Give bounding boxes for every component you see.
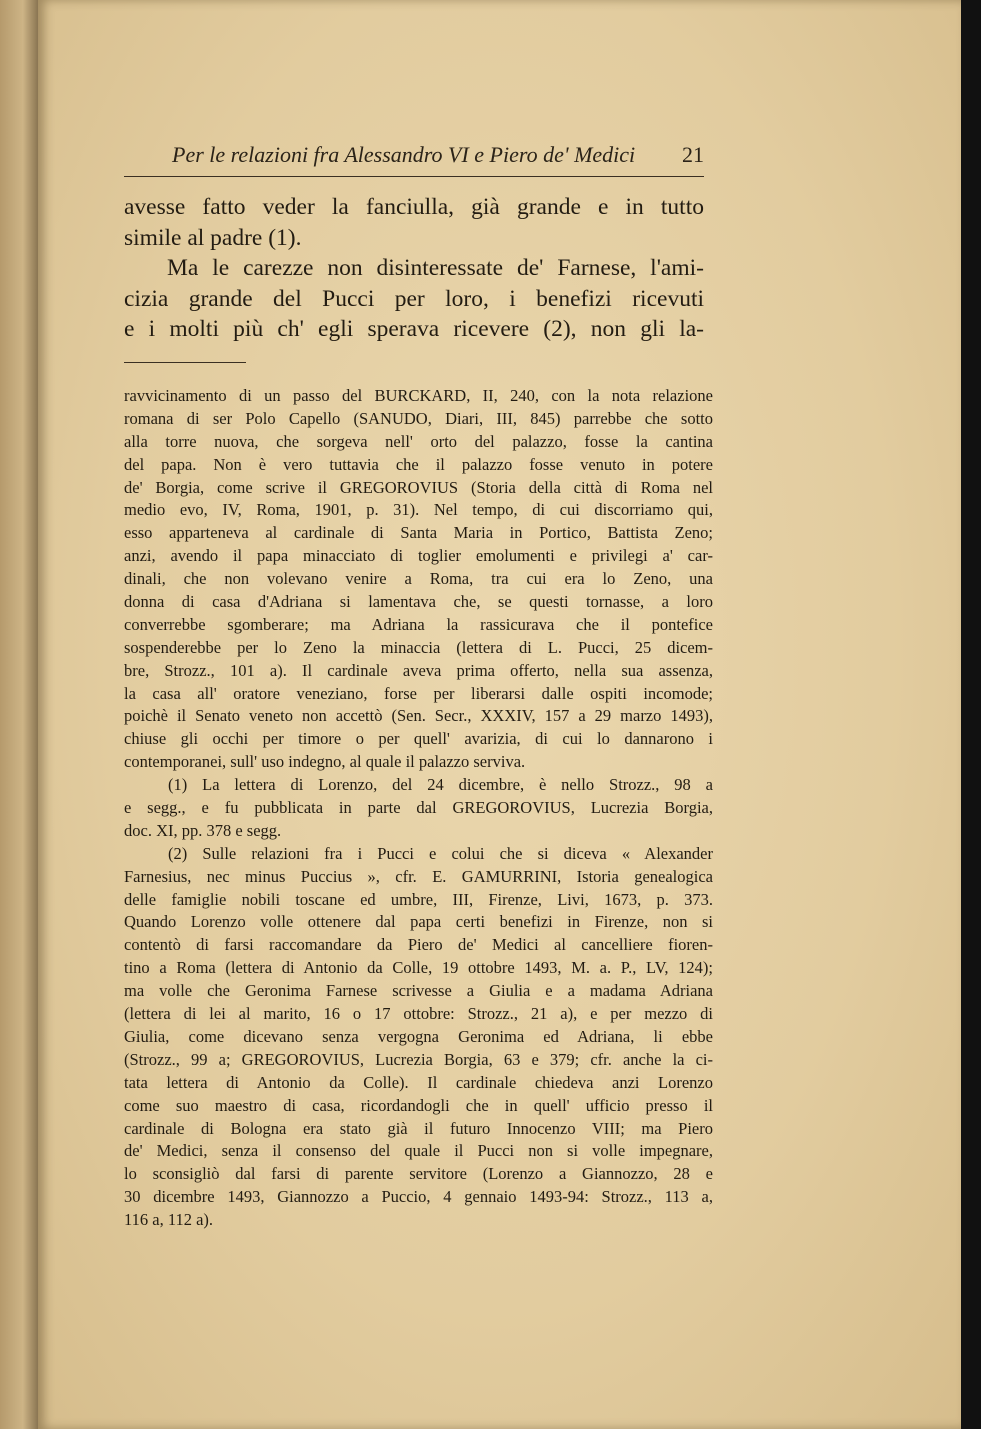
footnote-line: romana di ser Polo Capello (SANUDO, Diari, III, 845) parrebbe che sotto bbox=[124, 408, 713, 428]
footnote-line: esso apparteneva al cardinale di Santa Maria in Portico, Battista Zeno; bbox=[124, 523, 713, 543]
footnote-line: donna di casa d'Adriana si lamentava che, se questi tornasse, a loro bbox=[124, 592, 713, 612]
footnote-line: poichè il Senato veneto non accettò (Sen. Secr., XXXIV, 157 a 29 marzo 1493), bbox=[124, 706, 713, 726]
footnote-line: de' Borgia, come scrive il GREGOROVIUS (Storia della città di Roma nel bbox=[124, 477, 713, 497]
footnote-line: Quando Lorenzo volle ottenere dal papa certi benefizi in Firenze, non si bbox=[124, 912, 713, 932]
footnote-line: e segg., e fu pubblicata in parte dal GREGOROVIUS, Lucrezia Borgia, bbox=[124, 798, 713, 818]
footnote-line: medio evo, IV, Roma, 1901, p. 31). Nel tempo, di cui discorriamo qui, bbox=[124, 500, 713, 520]
footnote-separator bbox=[124, 362, 246, 363]
footnote-line: (Strozz., 99 a; GREGOROVIUS, Lucrezia Borgia, 63 e 379; cfr. anche la ci- bbox=[124, 1049, 713, 1069]
footnote-line: delle famiglie nobili toscane ed umbre, III, Firenze, Livi, 1673, p. 373. bbox=[124, 889, 713, 909]
footnote-line: cardinale di Bologna era stato già il futuro Innocenzo VIII; ma Piero bbox=[124, 1118, 713, 1138]
footnote-line: dinali, che non volevano venire a Roma, tra cui era lo Zeno, una bbox=[124, 569, 713, 589]
footnote-line: sospenderebbe per lo Zeno la minaccia (lettera di L. Pucci, 25 dicem- bbox=[124, 637, 713, 657]
footnote-line: come suo maestro di casa, ricordandogli che in quell' ufficio presso il bbox=[124, 1095, 713, 1115]
footnote-line: converrebbe sgomberare; ma Adriana la rassicurava che il pontefice bbox=[124, 614, 713, 634]
footnote-line: Giulia, come dicevano senza vergogna Geronima ed Adriana, li ebbe bbox=[124, 1026, 713, 1046]
text-line: simile al padre (1). bbox=[124, 224, 302, 251]
main-text bbox=[124, 192, 704, 345]
footnote-line: bre, Strozz., 101 a). Il cardinale aveva prima offerto, nella sua assenza, bbox=[124, 660, 713, 680]
footnote-line: anzi, avendo il papa minacciato di toglier emolumenti e privilegi a' car- bbox=[124, 546, 713, 566]
footnote-line: lo sconsigliò dal farsi di parente servitore (Lorenzo a Giannozzo, 28 e bbox=[124, 1164, 713, 1184]
footnote-line: 30 dicembre 1493, Giannozzo a Puccio, 4 gennaio 1493-94: Strozz., 113 a, bbox=[124, 1187, 713, 1207]
text-line: cizia grande del Pucci per loro, i benefizi ricevuti bbox=[124, 285, 704, 312]
footnote-line: la casa all' oratore veneziano, forse per liberarsi dalle ospiti incomode; bbox=[124, 683, 713, 703]
footnote-line: (1) La lettera di Lorenzo, del 24 dicembre, è nello Strozz., 98 a bbox=[168, 775, 713, 795]
footnote-line: de' Medici, senza il consenso del quale il Pucci non si volle impegnare, bbox=[124, 1141, 713, 1161]
text-line: e i molti più ch' egli sperava ricevere (2), non gli la- bbox=[124, 316, 704, 342]
footnote-line: (lettera di lei al marito, 16 o 17 ottobre: Strozz., 21 a), e per mezzo di bbox=[124, 1004, 713, 1024]
footnote-line: tata lettera di Antonio da Colle). Il cardinale chiedeva anzi Lorenzo bbox=[124, 1072, 713, 1092]
footnote-line: ma volle che Geronima Farnese scrivesse a Giulia e a madama Adriana bbox=[124, 981, 713, 1001]
footnotes bbox=[124, 385, 713, 1232]
scan-border bbox=[961, 0, 981, 1429]
page-number: 21 bbox=[682, 142, 704, 167]
page-header bbox=[124, 140, 704, 177]
footnote-line: 116 a, 112 a). bbox=[124, 1210, 214, 1230]
footnote-line: Farnesius, nec minus Puccius », cfr. E. GAMURRINI, Istoria genealogica bbox=[124, 866, 713, 886]
footnote-line: tino a Roma (lettera di Antonio da Colle, 19 ottobre 1493, M. a. P., LV, 124); bbox=[124, 958, 713, 978]
footnote-line: contemporanei, sull' uso indegno, al quale il palazzo serviva. bbox=[124, 752, 526, 772]
text-line: avesse fatto veder la fanciulla, già grande e in tutto bbox=[124, 194, 704, 220]
footnote-line: del papa. Non è vero tuttavia che il palazzo fosse venuto in potere bbox=[124, 454, 713, 474]
footnote-line: contentò di farsi raccomandare da Piero de' Medici al cancelliere fioren- bbox=[124, 935, 713, 955]
running-title: Per le relazioni fra Alessandro VI e Piero de' Medici bbox=[172, 142, 636, 167]
facing-page-edge bbox=[0, 0, 38, 1429]
footnote-line: chiuse gli occhi per timore o per quell' avarizia, di cui lo dannarono i bbox=[124, 729, 713, 749]
footnote-line: doc. XI, pp. 378 e segg. bbox=[124, 820, 282, 840]
footnote-line: alla torre nuova, che sorgeva nell' orto del palazzo, fosse la cantina bbox=[124, 431, 713, 451]
footnote-line: ravvicinamento di un passo del BURCKARD, II, 240, con la nota relazione bbox=[124, 386, 713, 405]
footnote-line: (2) Sulle relazioni fra i Pucci e colui che si diceva « Alexander bbox=[168, 843, 713, 863]
text-line: Ma le carezze non disinteressate de' Farnese, l'ami- bbox=[167, 255, 704, 281]
